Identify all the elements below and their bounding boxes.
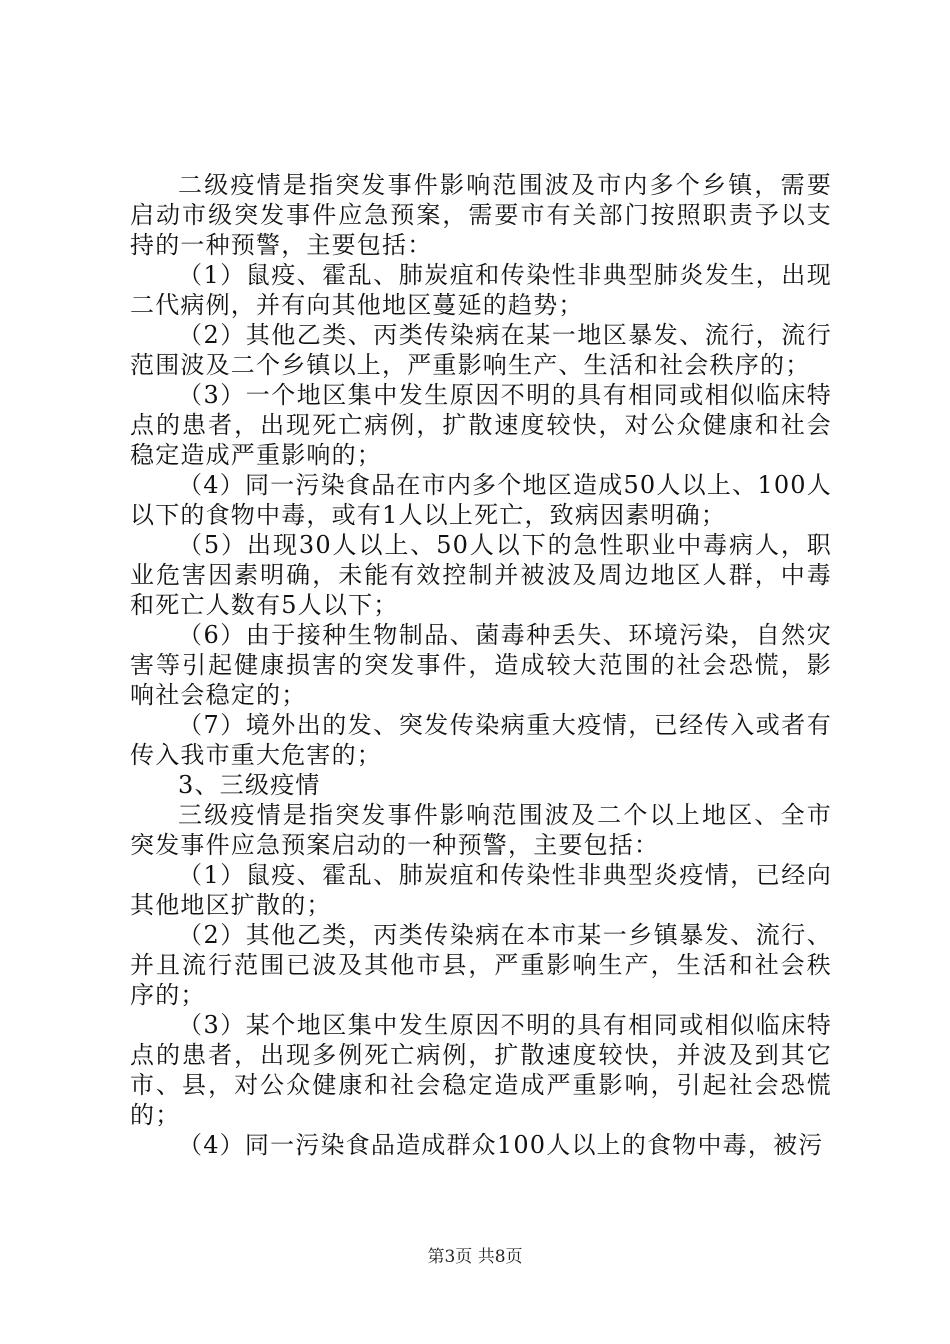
list-item-paragraph: （6）由于接种生物制品、菌毒种丢失、环境污染，自然灾害等引起健康损害的突发事件，造成较大范围的社会恐慌，影响社会稳定的； xyxy=(130,621,832,709)
intro-paragraph: 二级疫情是指突发事件影响范围波及市内多个乡镇，需要启动市级突发事件应急预案，需要市有关部门按照职责予以支持的一种预警，主要包括： xyxy=(130,171,832,259)
list-item-paragraph: （4）同一污染食品造成群众100人以上的食物中毒，被污 xyxy=(178,1131,824,1159)
list-item-paragraph: （1）鼠疫、霍乱、肺炭疽和传染性非典型炎疫情，已经向其他地区扩散的； xyxy=(130,861,832,919)
list-item-paragraph: （3）一个地区集中发生原因不明的具有相同或相似临床特点的患者，出现死亡病例，扩散速度较快，对公众健康和社会稳定造成严重影响的； xyxy=(130,381,832,469)
list-item-paragraph: （5）出现30人以上、50人以下的急性职业中毒病人，职业危害因素明确，未能有效控制并被波及周边地区人群，中毒和死亡人数有5人以下； xyxy=(130,531,832,619)
section-heading: 3、三级疫情 xyxy=(178,771,321,799)
page-footer: 第3页 共8页 xyxy=(427,1247,523,1267)
list-item-paragraph: （2）其他乙类，丙类传染病在本市某一乡镇暴发、流行、并且流行范围已波及其他市县，严重影响生产，生活和社会秩序的； xyxy=(130,921,832,1009)
list-item-paragraph: （2）其他乙类、丙类传染病在某一地区暴发、流行，流行范围波及二个乡镇以上，严重影响生产、生活和社会秩序的； xyxy=(130,321,832,379)
list-item-paragraph: （7）境外出的发、突发传染病重大疫情，已经传入或者有传入我市重大危害的； xyxy=(130,711,832,769)
intro-paragraph: 三级疫情是指突发事件影响范围波及二个以上地区、全市突发事件应急预案启动的一种预警，主要包括： xyxy=(130,801,832,859)
document-body xyxy=(130,170,832,1160)
list-item-paragraph: （1）鼠疫、霍乱、肺炭疽和传染性非典型肺炎发生，出现二代病例，并有向其他地区蔓延的趋势； xyxy=(130,261,832,319)
list-item-paragraph: （3）某个地区集中发生原因不明的具有相同或相似临床特点的患者，出现多例死亡病例，扩散速度较快，并波及到其它市、县，对公众健康和社会稳定造成严重影响，引起社会恐慌的； xyxy=(130,1011,832,1129)
list-item-paragraph: （4）同一污染食品在市内多个地区造成50人以上、100人以下的食物中毒，或有1人以上死亡，致病因素明确； xyxy=(130,471,832,529)
